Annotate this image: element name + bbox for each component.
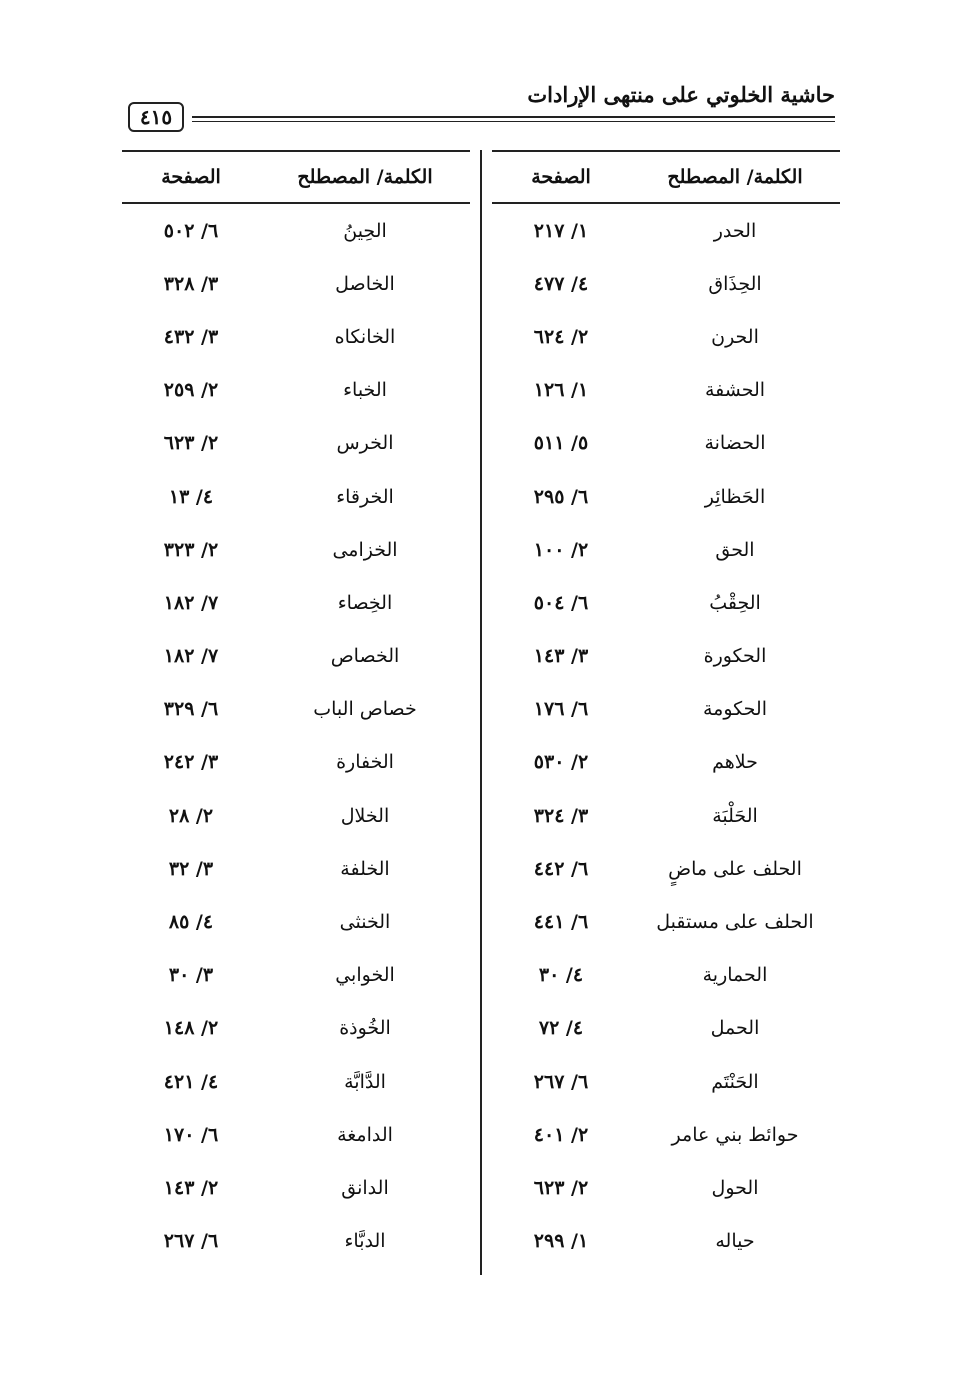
entry-term: الحِذَاق: [708, 272, 762, 295]
entry-page-ref: ٣/ ٣٢: [168, 857, 214, 880]
entry-term: الحول: [711, 1176, 759, 1199]
entry-page-ref: ١/ ٢٩٩: [533, 1230, 589, 1253]
entry-page-ref: ١/ ١٢٦: [533, 379, 589, 402]
index-entry: [122, 630, 470, 683]
entry-term: حوائط بني عامر: [671, 1123, 799, 1146]
entry-term: الحلف على ماضٍ: [668, 857, 802, 880]
entry-page-ref: ٣/ ١٤٣: [533, 645, 589, 668]
index-entry: [492, 364, 840, 417]
index-rows: [122, 204, 470, 1268]
index-entry: [122, 842, 470, 895]
column-header: [122, 150, 470, 204]
index-table: [122, 150, 840, 1275]
entry-page-ref: ٦/ ٣٢٩: [163, 698, 219, 721]
entry-term: الخوابي: [335, 964, 395, 987]
index-entry: [122, 470, 470, 523]
index-entry: [492, 576, 840, 629]
column-divider: [480, 150, 482, 1275]
entry-term: الحكومة: [702, 698, 767, 721]
entry-page-ref: ٣/ ٤٣٢: [163, 325, 219, 348]
entry-term: الحَلْبَة: [712, 804, 758, 827]
entry-page-ref: ٢/ ٥٣٠: [533, 751, 589, 774]
entry-page-ref: ٧/ ١٨٢: [163, 591, 219, 614]
entry-term: الحضانة: [704, 432, 766, 455]
entry-term: الحشفة: [704, 379, 766, 402]
index-entry: [492, 1161, 840, 1214]
page-header-label: الصفحة: [531, 166, 591, 188]
index-entry: [122, 310, 470, 363]
entry-page-ref: ٢/ ٣٢٣: [163, 538, 219, 561]
entry-term: الحَنْتَم: [711, 1070, 759, 1093]
index-entry: [122, 1215, 470, 1268]
entry-term: الدَّابَّة: [344, 1070, 386, 1093]
entry-term: الخلفة: [340, 857, 390, 880]
index-entry: [492, 417, 840, 470]
page-header-label: الصفحة: [161, 166, 221, 188]
entry-term: الدبَّاء: [344, 1230, 386, 1253]
index-entry: [492, 470, 840, 523]
entry-term: حلاهم: [712, 751, 758, 774]
entry-page-ref: ٤/ ٣٠: [538, 964, 584, 987]
entry-page-ref: ٢/ ٢٥٩: [163, 379, 219, 402]
entry-page-ref: ٢/ ١٠٠: [533, 538, 589, 561]
index-entry: [122, 895, 470, 948]
page-number: ٤١٥: [128, 102, 184, 132]
entry-term: الخصاص: [330, 645, 400, 668]
index-column-right: [492, 150, 840, 1268]
entry-page-ref: ٦/ ٥٠٤: [533, 591, 589, 614]
entry-page-ref: ٢/ ٤٠١: [533, 1123, 589, 1146]
entry-page-ref: ٦/ ٥٠٢: [163, 219, 219, 242]
entry-term: الحق: [715, 538, 755, 561]
entry-term: الخِصاء: [337, 591, 393, 614]
index-entry: [492, 789, 840, 842]
entry-term: الخانكاه: [334, 325, 396, 348]
entry-page-ref: ٤/ ١٣: [168, 485, 214, 508]
index-entry: [122, 1161, 470, 1214]
entry-page-ref: ٤/ ٤٢١: [163, 1070, 219, 1093]
entry-page-ref: ٦/ ٢٩٥: [533, 485, 589, 508]
index-rows: [492, 204, 840, 1268]
entry-term: الخفارة: [336, 751, 394, 774]
index-entry: [122, 204, 470, 257]
entry-page-ref: ٢/ ٦٢٤: [533, 325, 589, 348]
entry-term: حياله: [715, 1230, 755, 1253]
entry-page-ref: ٢/ ١٤٣: [163, 1176, 219, 1199]
column-header: [492, 150, 840, 204]
entry-term: الدامغة: [337, 1123, 393, 1146]
entry-page-ref: ٢/ ١٤٨: [163, 1017, 219, 1040]
index-entry: [492, 1002, 840, 1055]
index-entry: [492, 736, 840, 789]
index-entry: [492, 204, 840, 257]
entry-page-ref: ٦/ ١٧٦: [533, 698, 589, 721]
running-title: حاشية الخلوتي على منتهى الإرادات: [527, 82, 835, 107]
entry-page-ref: ٢/ ٦٢٣: [533, 1176, 589, 1199]
index-entry: [492, 1108, 840, 1161]
index-entry: [122, 257, 470, 310]
index-entry: [492, 1215, 840, 1268]
index-entry: [122, 1002, 470, 1055]
term-header: الكلمة/ المصطلح: [667, 166, 803, 188]
entry-term: الحدر: [713, 219, 757, 242]
entry-term: الحَظائِر: [704, 485, 766, 508]
entry-page-ref: ٤/ ٤٧٧: [533, 272, 589, 295]
entry-page-ref: ٥/ ٥١١: [533, 432, 589, 455]
index-entry: [122, 364, 470, 417]
entry-term: الخرقاء: [336, 485, 394, 508]
index-entry: [122, 417, 470, 470]
entry-page-ref: ٢/ ٢٨: [168, 804, 214, 827]
index-entry: [122, 736, 470, 789]
entry-term: الدانق: [341, 1176, 389, 1199]
entry-term: الحمل: [710, 1017, 760, 1040]
entry-term: الخرس: [336, 432, 394, 455]
entry-page-ref: ٣/ ٣٠: [168, 964, 214, 987]
entry-page-ref: ٣/ ٢٤٢: [163, 751, 219, 774]
entry-term: الخنثى: [339, 911, 391, 934]
entry-term: الخُوذة: [339, 1017, 391, 1040]
index-entry: [492, 630, 840, 683]
index-entry: [492, 257, 840, 310]
entry-term: الخاصل: [335, 272, 395, 295]
index-entry: [122, 949, 470, 1002]
index-entry: [492, 842, 840, 895]
entry-page-ref: ٦/ ٤٤٢: [533, 857, 589, 880]
entry-page-ref: ٦/ ٤٤١: [533, 911, 589, 934]
entry-page-ref: ٣/ ٣٢٤: [533, 804, 589, 827]
page-header: [0, 0, 957, 140]
header-rule-thin: [192, 121, 835, 122]
entry-page-ref: ٤/ ٧٢: [538, 1017, 584, 1040]
entry-term: الخباء: [343, 379, 387, 402]
index-entry: [122, 1055, 470, 1108]
index-entry: [492, 895, 840, 948]
index-entry: [492, 683, 840, 736]
index-entry: [122, 789, 470, 842]
index-entry: [492, 1055, 840, 1108]
entry-term: الخزامى: [332, 538, 398, 561]
entry-page-ref: ٤/ ٨٥: [168, 911, 214, 934]
entry-term: الحِينُ: [343, 219, 387, 242]
entry-term: الخلال: [340, 804, 390, 827]
entry-term: الحرن: [711, 325, 759, 348]
entry-page-ref: ٣/ ٣٢٨: [163, 272, 219, 295]
index-entry: [122, 1108, 470, 1161]
entry-term: الحلف على مستقبل: [656, 911, 814, 934]
entry-page-ref: ٦/ ٢٦٧: [163, 1230, 219, 1253]
index-entry: [122, 576, 470, 629]
entry-term: الحِقْبُ: [709, 591, 761, 614]
index-entry: [492, 523, 840, 576]
index-column-left: [122, 150, 470, 1268]
term-header: الكلمة/ المصطلح: [297, 166, 433, 188]
index-entry: [122, 683, 470, 736]
entry-page-ref: ٦/ ١٧٠: [163, 1123, 219, 1146]
index-entry: [492, 949, 840, 1002]
index-entry: [492, 310, 840, 363]
entry-term: الحمارية: [702, 964, 768, 987]
index-entry: [122, 523, 470, 576]
entry-page-ref: ٧/ ١٨٢: [163, 645, 219, 668]
entry-page-ref: ٢/ ٦٢٣: [163, 432, 219, 455]
entry-term: الحكورة: [703, 645, 767, 668]
entry-page-ref: ١/ ٢١٧: [533, 219, 589, 242]
entry-term: خصاص الباب: [313, 698, 417, 721]
entry-page-ref: ٦/ ٢٦٧: [533, 1070, 589, 1093]
header-rule: [192, 116, 835, 118]
